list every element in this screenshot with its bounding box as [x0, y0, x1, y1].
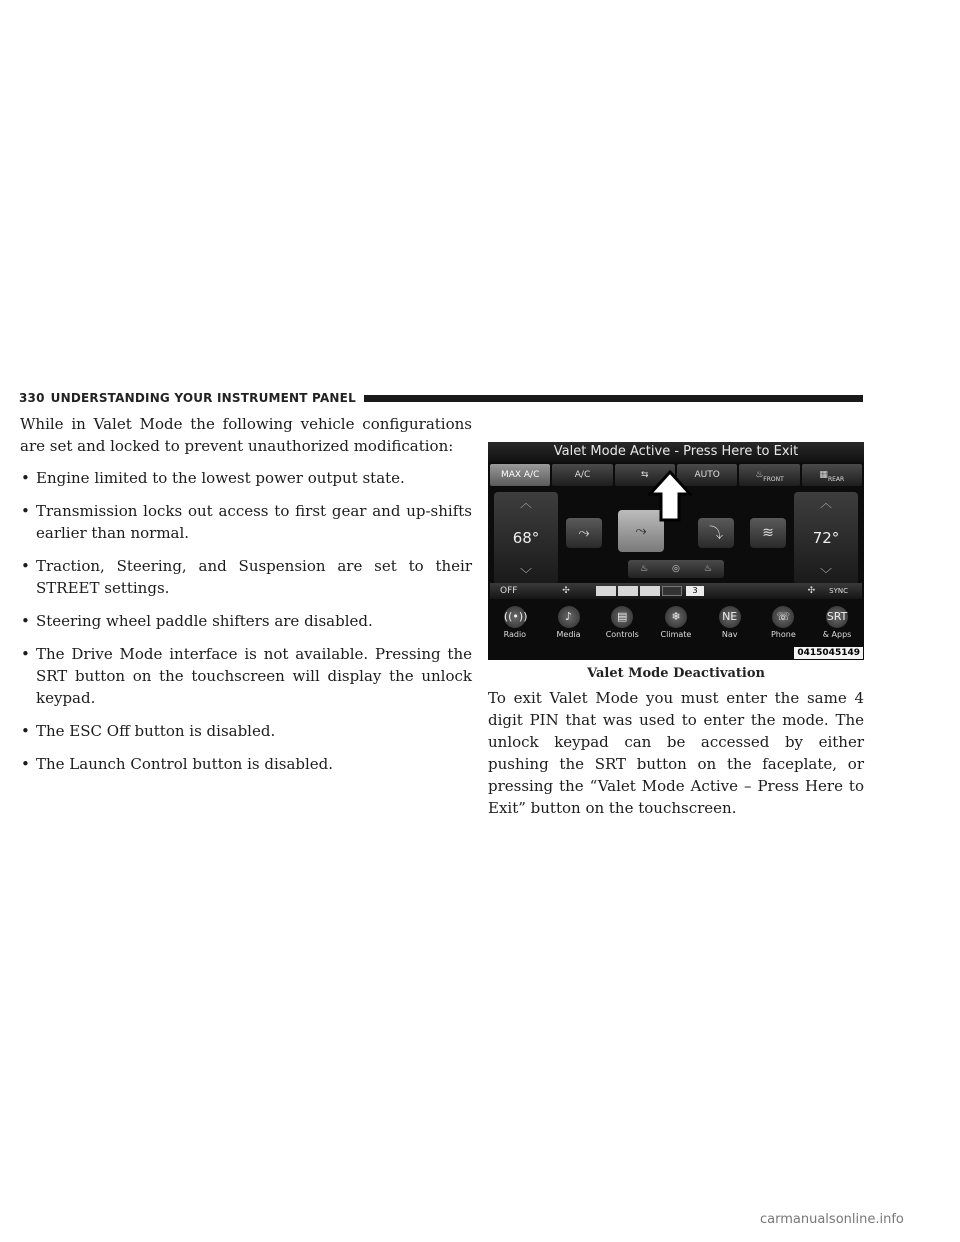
intro-paragraph: While in Valet Mode the following vehicle configurations are set and locked to prevent unauthorized modification:: [20, 415, 472, 455]
climate-screen-figure: [488, 442, 864, 660]
rear-defrost-button[interactable]: ▦ REAR: [802, 464, 862, 486]
list-item: • The Launch Control button is disabled.: [21, 755, 334, 773]
nav-srt-apps[interactable]: SRT & Apps: [812, 606, 862, 639]
passenger-temp-control[interactable]: [794, 492, 858, 584]
watermark: carmanualsonline.info: [760, 1212, 904, 1227]
bullet-icon: •: [21, 502, 30, 520]
bullet-icon: •: [21, 557, 30, 575]
panel-vent-button[interactable]: [566, 518, 602, 548]
bullet-icon: •: [21, 469, 30, 487]
nav-media[interactable]: ♪ Media: [544, 606, 594, 639]
floor-vent-button[interactable]: [698, 518, 734, 548]
section-title: UNDERSTANDING YOUR INSTRUMENT PANEL: [50, 391, 356, 405]
rear-defrost-icon: ▦: [819, 470, 828, 480]
compass-icon: NE: [719, 606, 741, 628]
controls-icon: ▤: [611, 606, 633, 628]
fan-low-icon[interactable]: ✣: [562, 586, 570, 596]
nav-radio[interactable]: ((•)) Radio: [490, 606, 540, 639]
list-item: • Engine limited to the lowest power output state.: [21, 469, 405, 487]
defrost-icon: ≋: [762, 525, 774, 541]
list-item: • Transmission locks out access to first gear and up-shifts earlier than normal.: [21, 502, 472, 542]
temp-down-icon[interactable]: ﹀: [819, 567, 832, 581]
media-icon: ♪: [558, 606, 580, 628]
seat-controls-row: [628, 560, 724, 578]
driver-temp-control[interactable]: [494, 492, 558, 584]
heated-seat-icon[interactable]: ♨: [639, 564, 649, 574]
exit-instructions-paragraph: To exit Valet Mode you must enter the same 4 digit PIN that was used to enter the mode. The unlock keypad can be accessed by either pushing the SRT button on the faceplate, or pressing the “Valet Mode Active – Press Here to Exit” button on the touchscreen.: [488, 689, 864, 817]
fan-off-button[interactable]: OFF: [500, 586, 518, 596]
vented-seat-icon[interactable]: ♨: [703, 564, 712, 574]
bullet-icon: •: [21, 755, 30, 773]
arrow-up-icon: [648, 470, 692, 522]
bullet-icon: •: [21, 612, 30, 630]
restriction-list: [20, 467, 472, 775]
left-column: [20, 413, 472, 786]
bullet-icon: •: [21, 722, 30, 740]
page-header: [19, 388, 863, 408]
fan-speed-bar[interactable]: [596, 586, 682, 596]
list-item: • The Drive Mode interface is not available. Pressing the SRT button on the touchscreen will display the unlock keypad.: [21, 645, 472, 707]
bullet-icon: •: [21, 645, 30, 663]
passenger-temp-value: 72°: [812, 529, 840, 547]
fan-level: 3: [686, 586, 704, 596]
srt-logo-icon: SRT: [826, 606, 848, 628]
phone-icon: ☏: [772, 606, 794, 628]
max-ac-button[interactable]: MAX A/C: [490, 464, 550, 486]
defrost-vent-button[interactable]: [750, 518, 786, 548]
driver-temp-value: 68°: [512, 529, 540, 547]
vent-icon: ⤵: [709, 526, 723, 542]
temp-down-icon[interactable]: ﹀: [519, 567, 532, 581]
list-item: • Traction, Steering, and Suspension are set to their STREET settings.: [21, 557, 472, 597]
fan-speed-row: [490, 583, 862, 599]
climate-icon: ❄: [665, 606, 687, 628]
recirculation-icon: ⇆: [641, 470, 649, 480]
vent-icon: ⤳: [635, 523, 647, 539]
temp-up-icon[interactable]: ︿: [819, 496, 832, 510]
nav-controls[interactable]: ▤ Controls: [597, 606, 647, 639]
radio-icon: ((•)): [504, 606, 526, 628]
front-defrost-icon: ♨: [755, 470, 764, 480]
nav-navigation[interactable]: NE Nav: [705, 606, 755, 639]
ac-button[interactable]: A/C: [552, 464, 612, 486]
heated-wheel-icon[interactable]: ◎: [672, 564, 680, 574]
list-item: • Steering wheel paddle shifters are disabled.: [21, 612, 373, 630]
list-item: • The ESC Off button is disabled.: [21, 722, 276, 740]
fan-high-icon[interactable]: ✣: [807, 586, 816, 596]
page-number: 330: [19, 391, 45, 405]
vent-icon: ⤳: [578, 525, 590, 541]
nav-climate[interactable]: ❄ Climate: [651, 606, 701, 639]
nav-phone[interactable]: ☏ Phone: [758, 606, 808, 639]
temp-up-icon[interactable]: ︿: [519, 496, 532, 510]
header-rule: [364, 395, 863, 402]
bottom-nav: [488, 606, 864, 646]
auto-button[interactable]: AUTO: [677, 464, 737, 486]
figure-caption: Valet Mode Deactivation: [587, 666, 765, 681]
sync-button[interactable]: SYNC: [829, 587, 848, 595]
figure-code: 0415045149: [794, 647, 863, 659]
valet-exit-bar[interactable]: Valet Mode Active - Press Here to Exit: [488, 442, 864, 462]
front-defrost-button[interactable]: ♨ FRONT: [739, 464, 799, 486]
